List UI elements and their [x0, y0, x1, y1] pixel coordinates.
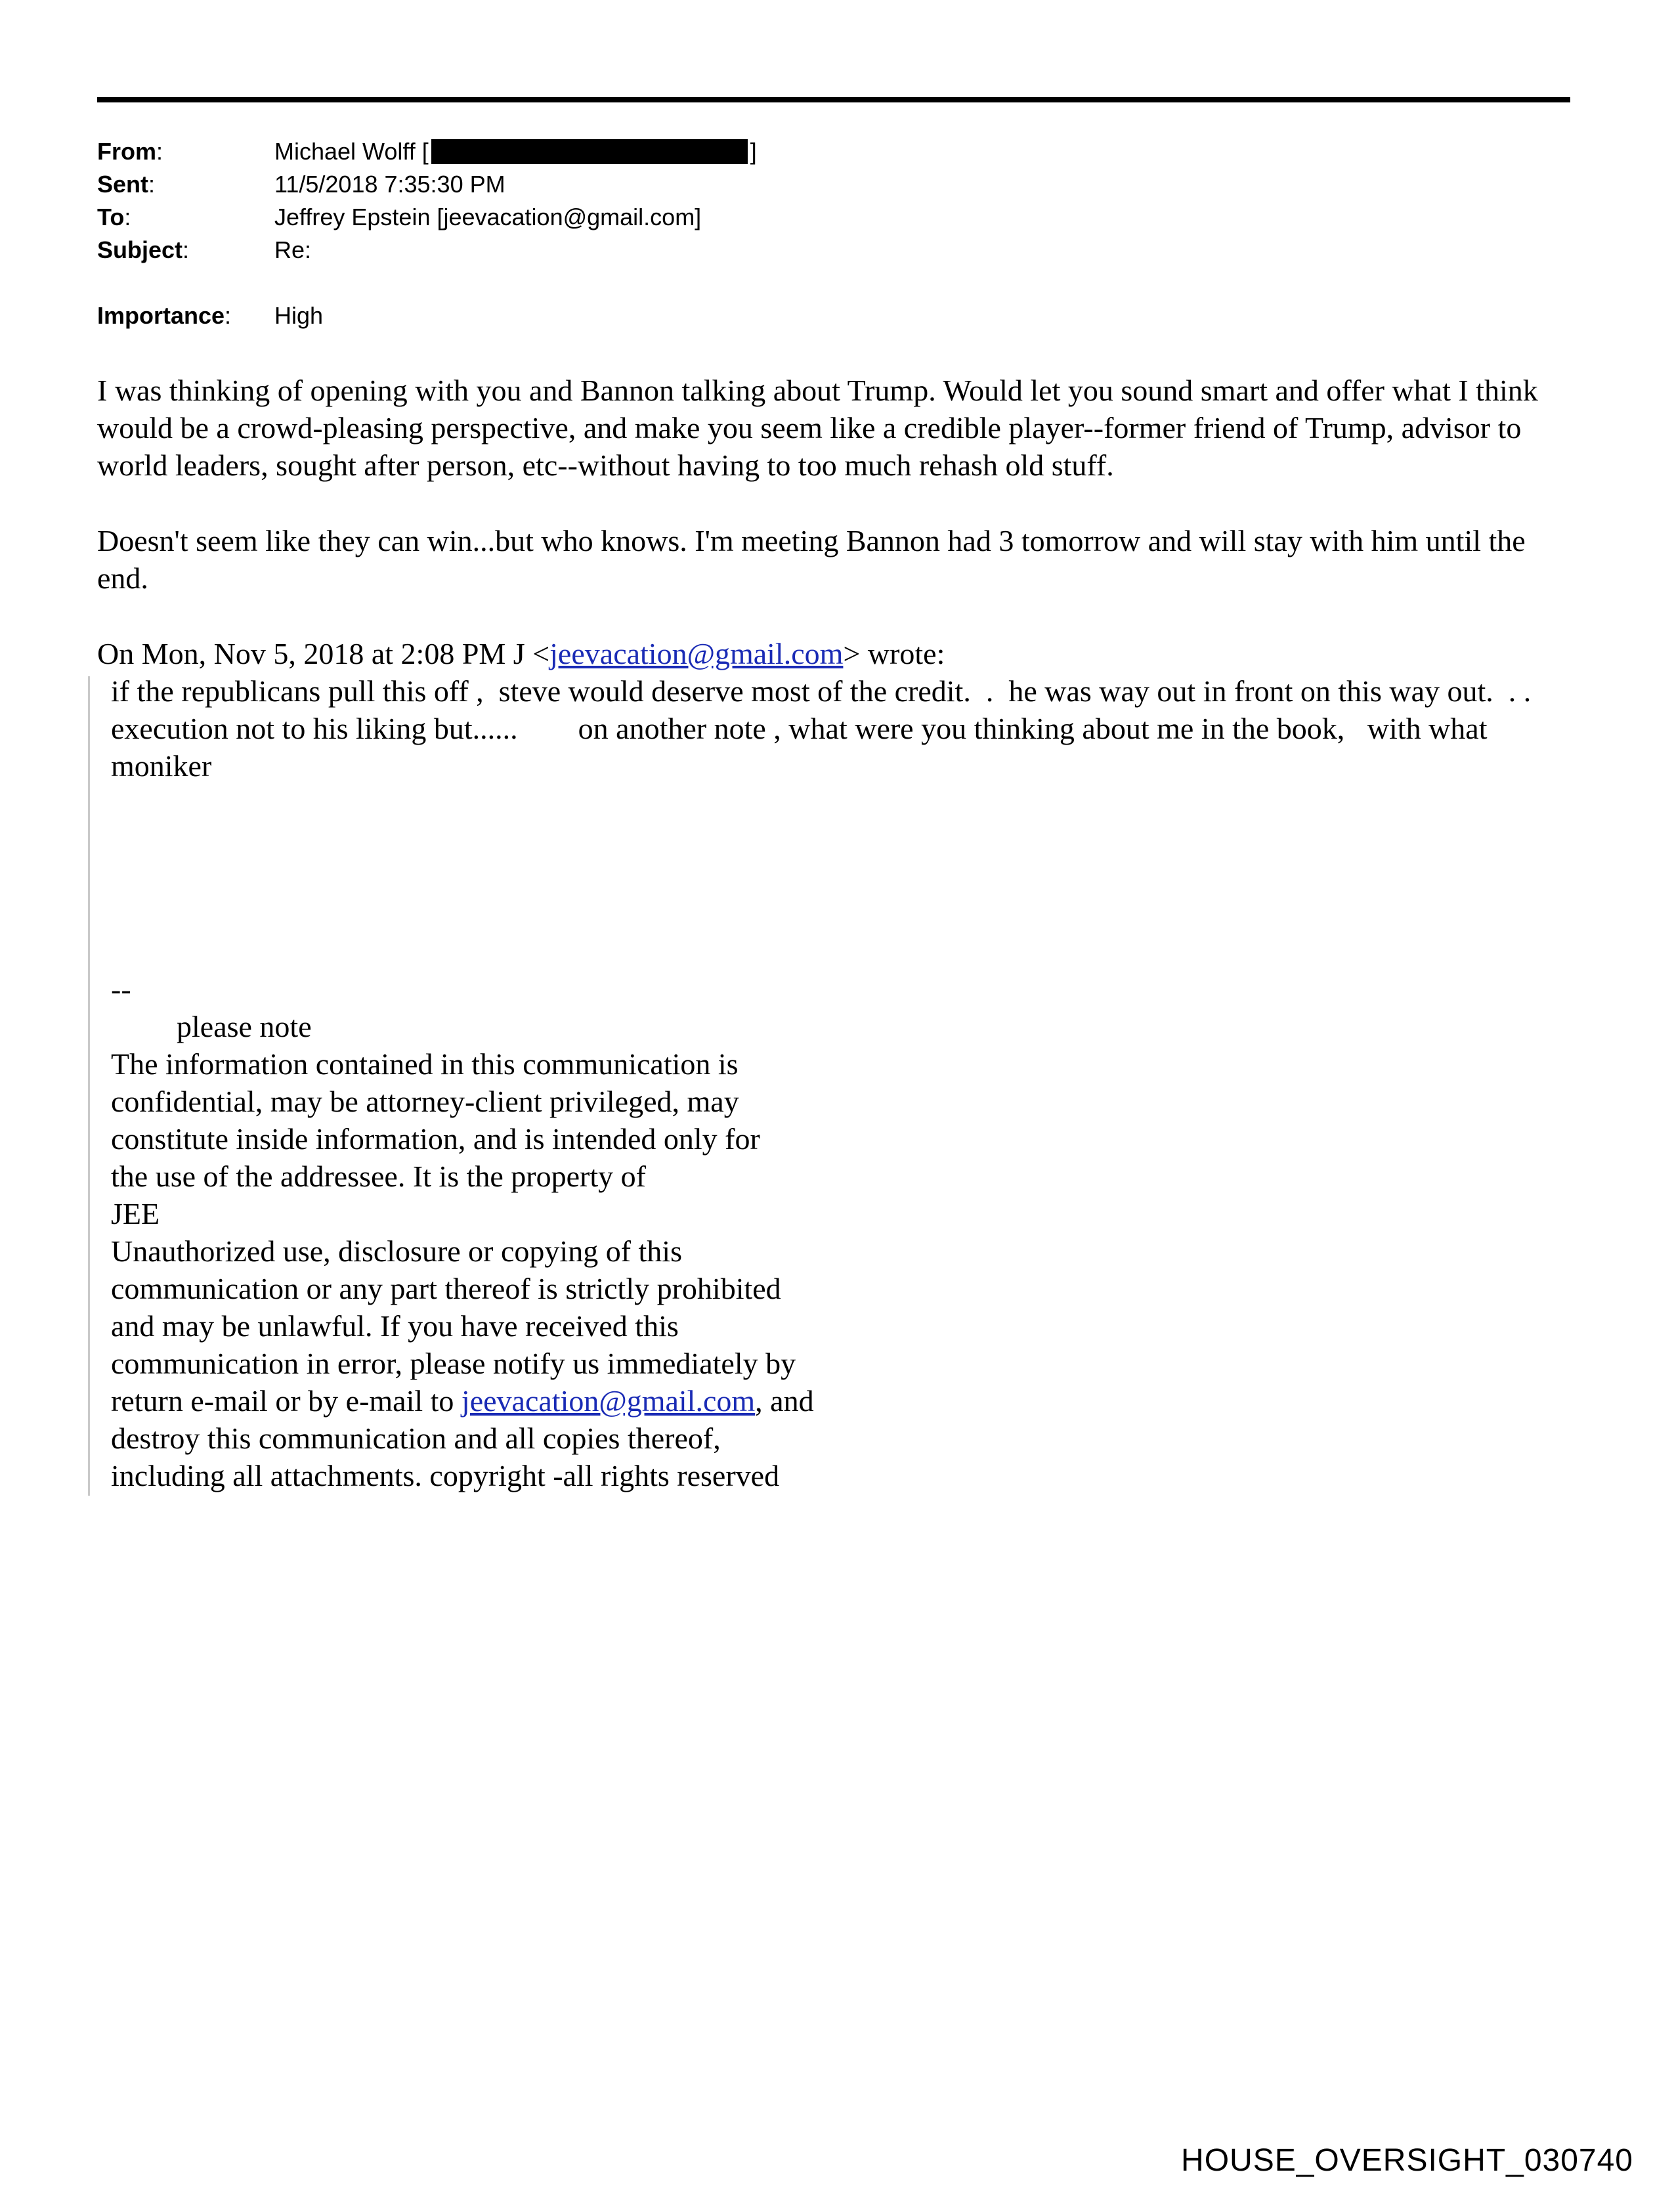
from-value-tail: ]: [750, 138, 757, 165]
signature-note: please note: [177, 1010, 312, 1043]
from-row: From: Michael Wolff [ ]: [97, 135, 757, 168]
to-label: To: [97, 204, 125, 230]
signature-disclaimer: The information contained in this communication is confidential, may be attorney-client privileged, may constitute inside information, and is intended only for the use of the addressee. It is the property of JEE Unauthorized use, disclosure or copying of this communication or any part thereof is strictly prohibited and may be unlawful. If you have received this communication in error, please notify us immediately by return e-mail or by e-mail to: [111, 1047, 796, 1418]
subject-row: Subject: Re:: [97, 234, 757, 267]
quoted-intro: On Mon, Nov 5, 2018 at 2:08 PM J <jeevacation@gmail.com> wrote:: [97, 637, 945, 670]
importance-row: Importance: High: [97, 299, 757, 332]
sent-row: Sent: 11/5/2018 7:35:30 PM: [97, 168, 757, 201]
to-row: To: Jeffrey Epstein [jeevacation@gmail.com]: [97, 201, 757, 234]
top-rule: [97, 97, 1570, 102]
subject-label: Subject: [97, 236, 183, 263]
sent-label: Sent: [97, 171, 149, 198]
email-header: [97, 135, 757, 332]
from-label: From: [97, 138, 156, 165]
body-paragraph-2: Doesn't seem like they can win...but who knows. I'm meeting Bannon had 3 tomorrow and will stay with him until the end.: [97, 524, 1526, 595]
body-paragraph-1: I was thinking of opening with you and Bannon talking about Trump. Would let you sound smart and offer what I think would be a crowd-pleasing perspective, and make you seem like a credible player--former friend of Trump, advisor to world leaders, sought after person, etc--without having to too much rehash old stuff.: [97, 374, 1538, 482]
redaction-box: [431, 139, 748, 164]
quote-bar: [88, 676, 90, 1496]
from-value: Michael Wolff [: [274, 138, 429, 165]
quoted-intro-email-link[interactable]: jeevacation@gmail.com: [549, 637, 844, 670]
quoted-message: if the republicans pull this off , steve would deserve most of the credit. . he was way out in front on this way out. . . execution not to his liking but...... on another note , what were you thinking about me in the book, with what moniker: [111, 674, 1547, 783]
sent-value: 11/5/2018 7:35:30 PM: [274, 171, 505, 198]
signature-email-link[interactable]: jeevacation@gmail.com: [461, 1384, 756, 1418]
importance-label: Importance: [97, 302, 225, 329]
importance-value: High: [274, 302, 324, 329]
bates-number: HOUSE_OVERSIGHT_030740: [1181, 2143, 1633, 2178]
signature-dashes: --: [111, 972, 131, 1006]
subject-value: Re:: [274, 236, 312, 263]
signature-block: [111, 970, 814, 1494]
signature-disclaimer-end: , and destroy this communication and all copies thereof, including all attachments. copyright -all rights reserved: [111, 1384, 814, 1492]
to-value: Jeffrey Epstein [jeevacation@gmail.com]: [274, 204, 702, 230]
